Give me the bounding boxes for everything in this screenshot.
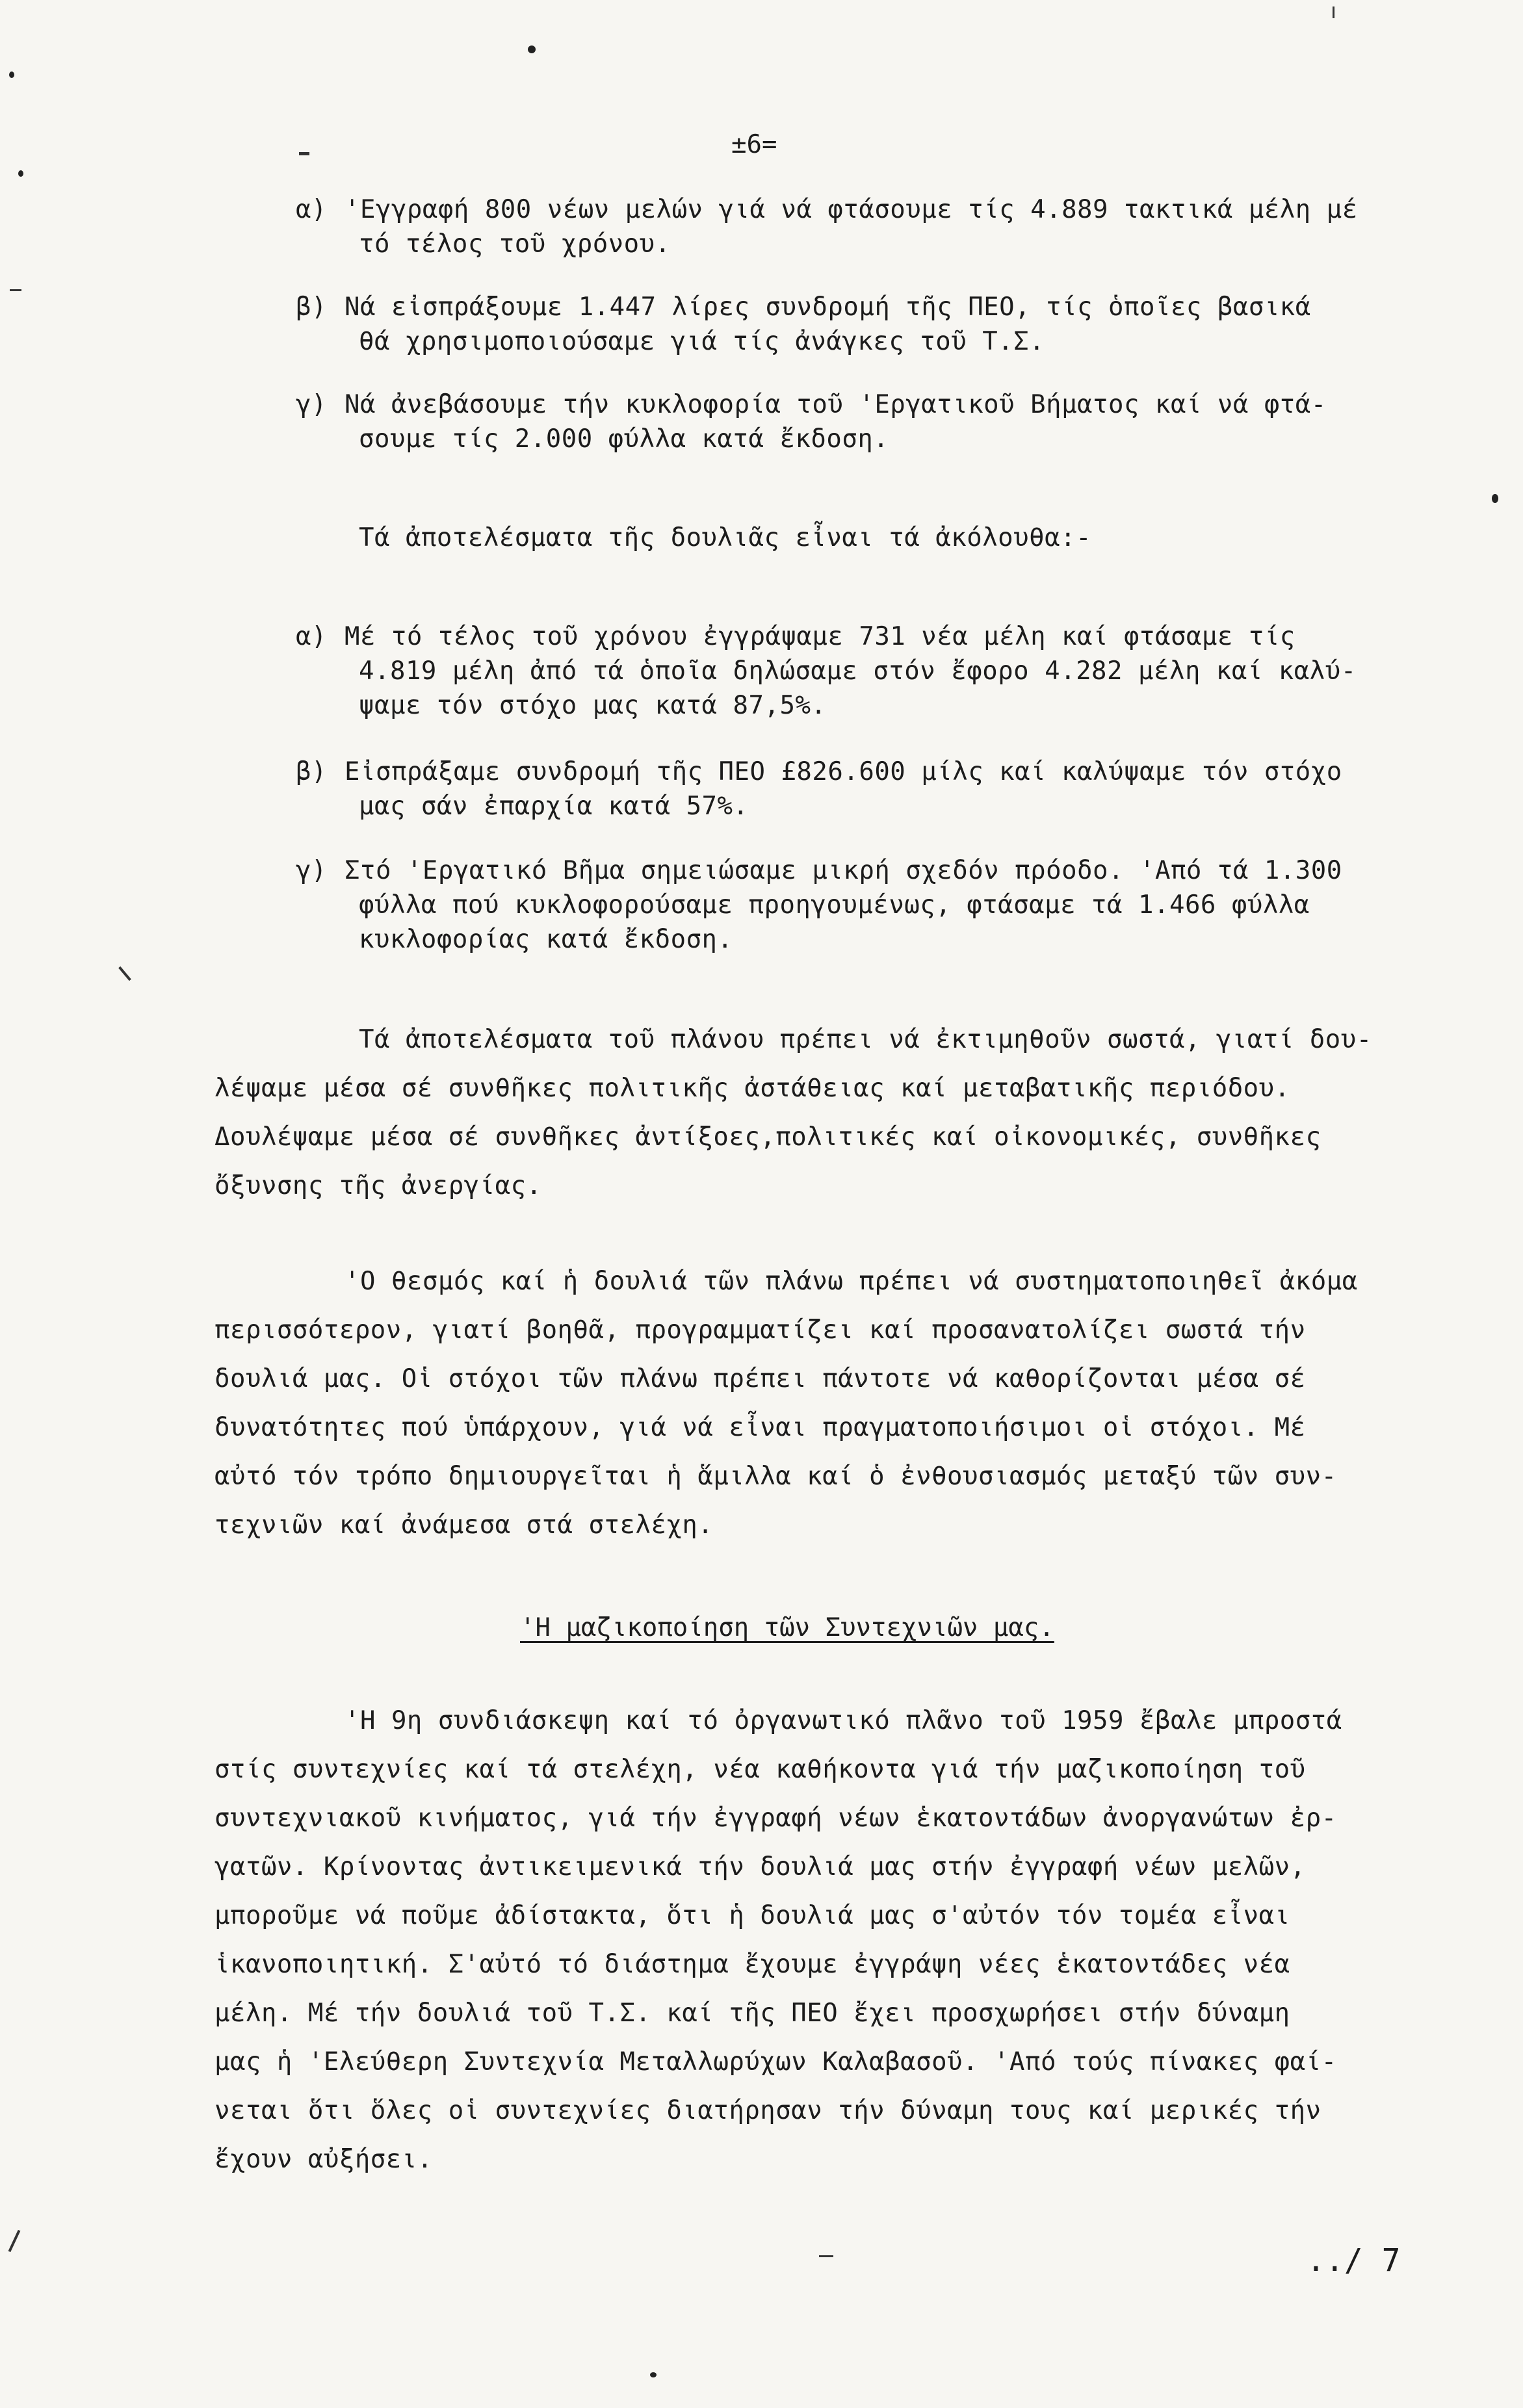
institution-paragraph-line-2: περισσότερον, γιατί βοηθᾶ, προγραμματίζει καί προσανατολίζει σωστά τήν <box>215 1315 1306 1345</box>
scan-mark <box>1333 6 1334 18</box>
result-c-line-3: κυκλοφορίας κατά ἔκδοση. <box>359 925 733 954</box>
result-a-line-1: Μέ τό τέλος τοῦ χρόνου ἐγγράψαμε 731 νέα μέλη καί φτάσαμε τίς <box>345 622 1295 651</box>
goal-a-line-1: 'Εγγραφή 800 νέων μελών γιά νά φτάσουμε τίς 4.889 τακτικά μέλη μέ <box>345 195 1358 224</box>
section-paragraph-line-5: μποροῦμε νά ποῦμε ἀδίστακτα, ὅτι ἡ δουλιά μας σ'αὐτόν τόν τομέα εἶναι <box>215 1901 1290 1930</box>
result-a-label: α) <box>296 622 327 651</box>
section-paragraph-line-9: νεται ὅτι ὅλες οἱ συντεχνίες διατήρησαν τήν δύναμη τους καί μερικές τήν <box>215 2096 1321 2125</box>
scan-speck <box>650 2372 657 2377</box>
scan-mark <box>8 2230 21 2252</box>
institution-paragraph-line-1: 'Ο θεσμός καί ἡ δουλιά τῶν πλάνω πρέπει νά συστηματοποιηθεῖ ἀκόμα <box>345 1267 1358 1296</box>
result-a-line-3: ψαμε τόν στόχο μας κατά 87,5%. <box>359 691 827 720</box>
goal-a-line-2: τό τέλος τοῦ χρόνου. <box>359 229 671 259</box>
institution-paragraph-line-3: δουλιά μας. Οἱ στόχοι τῶν πλάνω πρέπει πάντοτε νά καθορίζονται μέσα σέ <box>215 1364 1306 1393</box>
goal-c-line-1: Νά ἀνεβάσουμε τήν κυκλοφορία τοῦ 'Εργατικοῦ Βήματος καί νά φτά- <box>345 390 1327 419</box>
result-c-label: γ) <box>296 856 327 885</box>
scan-mark <box>10 289 21 291</box>
institution-paragraph-line-4: δυνατότητες πού ὑπάρχουν, γιά νά εἶναι πραγματοποιήσιμοι οἱ στόχοι. Μέ <box>215 1413 1306 1442</box>
scan-speck <box>1492 494 1498 503</box>
section-paragraph-line-7: μέλη. Μέ τήν δουλιά τοῦ Τ.Σ. καί τῆς ΠΕΟ ἔχει προσχωρήσει στήν δύναμη <box>215 1999 1290 2028</box>
goal-c-line-2: σουμε τίς 2.000 φύλλα κατά ἔκδοση. <box>359 424 889 454</box>
goal-c-label: γ) <box>296 390 327 419</box>
result-c-line-1: Στό 'Εργατικό Βῆμα σημειώσαμε μικρή σχεδόν πρόοδο. 'Από τά 1.300 <box>345 856 1342 885</box>
plan-paragraph-line-3: Δουλέψαμε μέσα σέ συνθῆκες ἀντίξοες,πολιτικές καί οἰκονομικές, συνθῆκες <box>215 1122 1321 1152</box>
goal-b-line-2: θά χρησιμοποιούσαμε γιά τίς ἀνάγκες τοῦ Τ.Σ. <box>359 327 1045 356</box>
result-a-line-2: 4.819 μέλη ἀπό τά ὁποῖα δηλώσαμε στόν ἔφορο 4.282 μέλη καί καλύ- <box>359 656 1357 686</box>
plan-paragraph-line-1: Τά ἀποτελέσματα τοῦ πλάνου πρέπει νά ἐκτιμηθοῦν σωστά, γιατί δου- <box>359 1025 1372 1054</box>
section-paragraph-line-4: γατῶν. Κρίνοντας ἀντικειμενικά τήν δουλιά μας στήν ἐγγραφή νέων μελῶν, <box>215 1852 1306 1882</box>
result-b-line-1: Εἰσπράξαμε συνδρομή τῆς ΠΕΟ £826.600 μίλς καί καλύψαμε τόν στόχο <box>345 757 1342 786</box>
section-paragraph-line-10: ἔχουν αὐξήσει. <box>215 2145 433 2174</box>
result-b-line-2: μας σάν ἐπαρχία κατά 57%. <box>359 792 749 821</box>
institution-paragraph-line-5: αὐτό τόν τρόπο δημιουργεῖται ἡ ἅμιλλα καί ὁ ἐνθουσιασμός μεταξύ τῶν συν- <box>215 1462 1337 1491</box>
section-paragraph-line-1: 'Η 9η συνδιάσκεψη καί τό ὀργανωτικό πλᾶνο τοῦ 1959 ἔβαλε μπροστά <box>345 1706 1342 1735</box>
plan-paragraph-line-2: λέψαμε μέσα σέ συνθῆκες πολιτικῆς ἀστάθειας καί μεταβατικῆς περιόδου. <box>215 1074 1290 1103</box>
section-title: 'Η μαζικοποίηση τῶν Συντεχνιῶν μας. <box>520 1613 1054 1642</box>
goal-b-line-1: Νά εἰσπράξουμε 1.447 λίρες συνδρομή τῆς ΠΕΟ, τίς ὁποῖες βασικά <box>345 292 1311 322</box>
section-paragraph-line-2: στίς συντεχνίες καί τά στελέχη, νέα καθήκοντα γιά τήν μαζικοποίηση τοῦ <box>215 1755 1306 1784</box>
page-number: ±6= <box>731 130 777 159</box>
section-paragraph-line-6: ἱκανοποιητική. Σ'αὐτό τό διάστημα ἔχουμε ἐγγράψη νέες ἑκατοντάδες νέα <box>215 1950 1290 1979</box>
scan-speck <box>9 71 14 78</box>
section-paragraph-line-3: συντεχνιακοῦ κινήματος, γιά τήν ἐγγραφή νέων ἑκατοντάδων ἀνοργανώτων ἐρ- <box>215 1804 1337 1833</box>
institution-paragraph-line-6: τεχνιῶν καί ἀνάμεσα στά στελέχη. <box>215 1510 714 1540</box>
plan-paragraph-line-4: ὄξυνσης τῆς ἀνεργίας. <box>215 1171 542 1200</box>
continuation-marker: ../ 7 <box>1307 2242 1401 2279</box>
result-c-line-2: φύλλα πού κυκλοφορούσαμε προηγουμένως, φτάσαμε τά 1.466 φύλλα <box>359 890 1310 920</box>
scan-speck <box>528 45 536 53</box>
goal-b-label: β) <box>296 292 327 322</box>
scan-mark <box>819 2255 833 2257</box>
goal-a-label: α) <box>296 195 327 224</box>
section-paragraph-line-8: μας ἡ 'Ελεύθερη Συντεχνία Μεταλλωρύχων Καλαβασοῦ. 'Από τούς πίνακες φαί- <box>215 2047 1337 2077</box>
scan-mark <box>299 152 309 155</box>
scan-mark <box>118 966 131 981</box>
result-b-label: β) <box>296 757 327 786</box>
scan-speck <box>18 170 23 177</box>
results-intro: Τά ἀποτελέσματα τῆς δουλιᾶς εἶναι τά ἀκόλουθα:- <box>359 523 1092 552</box>
